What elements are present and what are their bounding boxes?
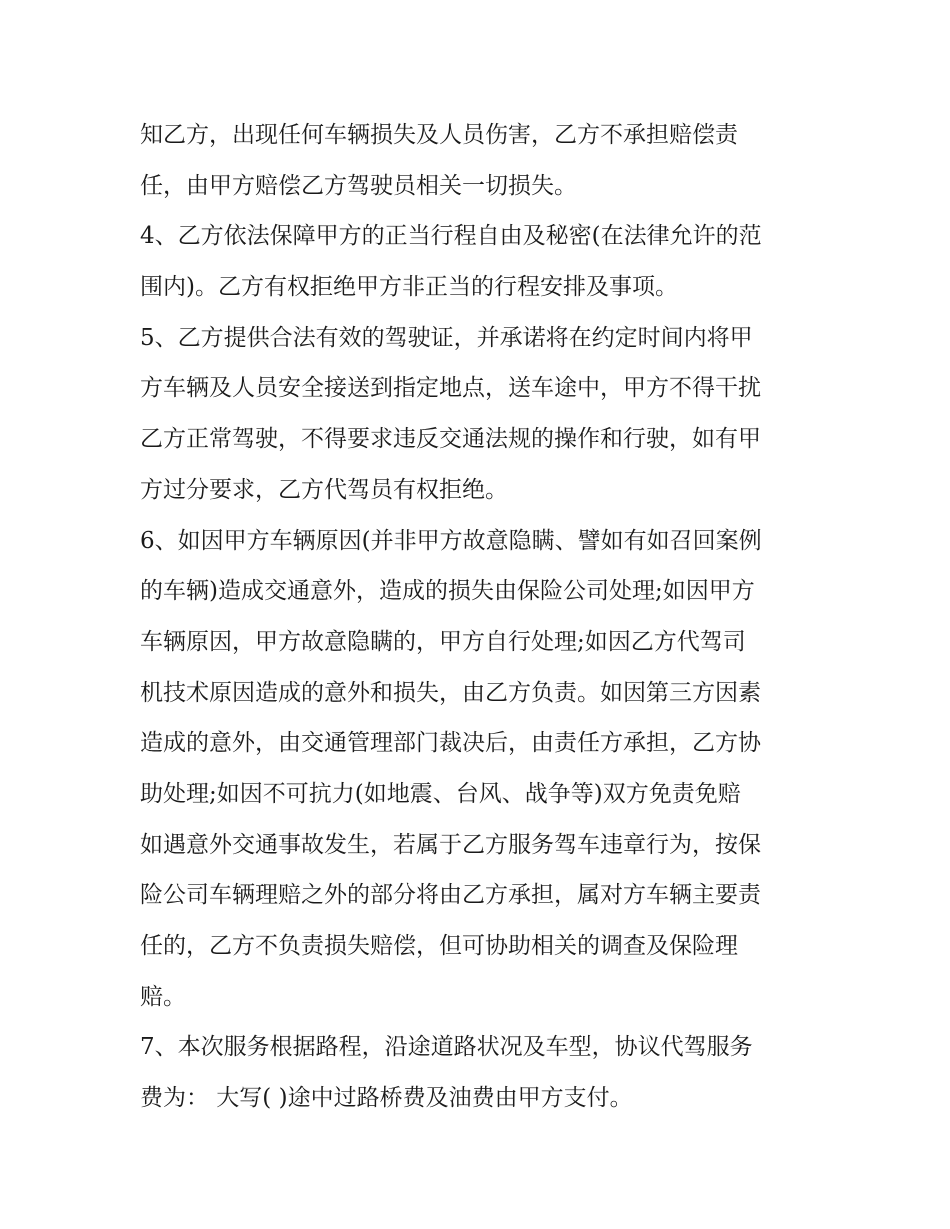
text-line: 方车辆及人员安全接送到指定地点，送车途中，甲方不得干扰 bbox=[140, 375, 761, 402]
text-line: 如遇意外交通事故发生，若属于乙方服务驾车违章行为，按保 bbox=[140, 831, 761, 858]
clause-4-line: 4、乙方依法保障甲方的正当行程自由及秘密(在法律允许的范 bbox=[140, 223, 762, 250]
text-line: 围内)。乙方有权拒绝甲方非正当的行程安排及事项。 bbox=[140, 274, 678, 301]
text-line: 机技术原因造成的意外和损失，由乙方负责。如因第三方因素 bbox=[140, 679, 761, 706]
text-line: 知乙方，出现任何车辆损失及人员伤害，乙方不承担赔偿责 bbox=[140, 122, 738, 148]
contract-text bbox=[140, 110, 820, 1124]
clause-7-line: 7、本次服务根据路程，沿途道路状况及车型，协议代驾服务 bbox=[140, 1034, 753, 1061]
text-line: 乙方正常驾驶，不得要求违反交通法规的操作和行驶，如有甲 bbox=[140, 426, 761, 453]
clause-6-line: 6、如因甲方车辆原因(并非甲方故意隐瞒、譬如有如召回案例 bbox=[140, 527, 762, 554]
text-line: 方过分要求，乙方代驾员有权拒绝。 bbox=[140, 476, 508, 503]
text-line: 费为： 大写( )途中过路桥费及油费由甲方支付。 bbox=[140, 1085, 633, 1112]
text-line: 助处理;如因不可抗力(如地震、台风、战争等)双方免责免赔 bbox=[140, 780, 741, 807]
text-line: 的车辆)造成交通意外，造成的损失由保险公司处理;如因甲方 bbox=[140, 578, 755, 605]
text-line: 车辆原因，甲方故意隐瞒的，甲方自行处理;如因乙方代驾司 bbox=[140, 628, 746, 655]
text-line: 赔。 bbox=[140, 983, 186, 1010]
clause-5-line: 5、乙方提供合法有效的驾驶证，并承诺将在约定时间内将甲 bbox=[140, 324, 753, 351]
text-line: 任，由甲方赔偿乙方驾驶员相关一切损失。 bbox=[140, 172, 577, 199]
text-line: 造成的意外，由交通管理部门裁决后，由责任方承担，乙方协 bbox=[140, 730, 761, 757]
text-line: 任的，乙方不负责损失赔偿，但可协助相关的调查及保险理 bbox=[140, 933, 738, 959]
text-line: 险公司车辆理赔之外的部分将由乙方承担，属对方车辆主要责 bbox=[140, 882, 761, 909]
